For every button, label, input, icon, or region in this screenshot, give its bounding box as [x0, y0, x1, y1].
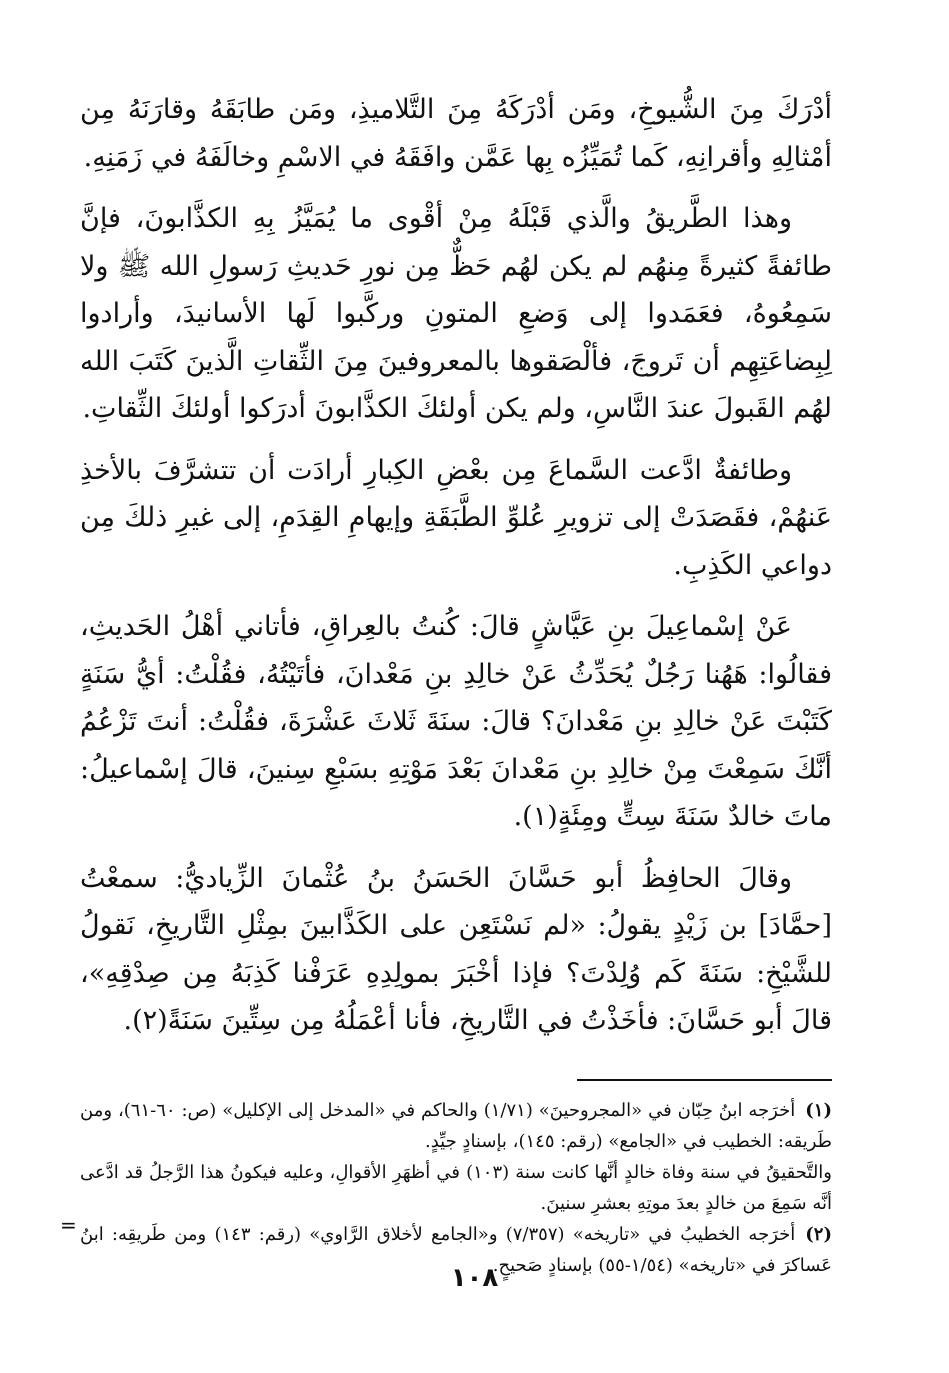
footnote-text: والتَّحقيقُ في سنة وفاة خالدٍ أنَّها كانت سنة (١٠٣) في أظهَرِ الأقوالِ، وعليه فيكونُ هذا الرَّجلُ قد ادَّعى أنَّه سَمِعَ من خالدٍ بعدَ موتِهِ بعشرِ سنينَ. [80, 1161, 833, 1214]
footnote-number: (٢) [805, 1223, 832, 1245]
footnote [80, 1095, 832, 1157]
footnote-text: أخرَجه ابنُ حِبّان في «المجروحينَ» (١/٧١) والحاكم في «المدخل إلى الإكليل» (ص: ٦٠-٦١)، ومن طَريقه: الخطيب في «الجامع» (رقم: ١٤٥)، بإسنادٍ جيِّدٍ. [80, 1099, 832, 1152]
page-content [80, 86, 832, 1281]
footnote-number: (١) [805, 1099, 832, 1121]
footnote-separator [577, 1079, 832, 1081]
footnote-text: أخرَجه الخطيبُ في «تاريخه» (٧/٣٥٧) و«الجامع لأخلاق الرَّاوي» (رقم: ١٤٣) ومن طَريقِه: ابنُ عَساكرَ في «تاريخه» (١/٥٤-٥٥) بإسنادٍ صَحيحٍ. [80, 1223, 832, 1276]
body-paragraph: وهذا الطَّريقُ والَّذي قَبْلَهُ مِنْ أقْوى ما يُمَيَّزُ بِهِ الكذَّابونَ، فإنَّ طائفةً كثيرةً مِنهُم لم يكن لهُم حَظٌّ مِن نورِ حَديثِ رَسولِ الله ﷺ ولا سَمِعُوهُ، فعَمَدوا إلى وَضعِ المتونِ وركَّبوا لَها الأسانيدَ، وأرادوا لِبِضاعَتِهِم أن تَروجَ، فألْصَقوها بالمعروفينَ مِنَ الثِّقاتِ الَّذينَ كَتَبَ الله لهُم القَبولَ عندَ النَّاسِ، ولم يكن أولئكَ الكذَّابونَ أدرَكوا أولئكَ الثِّقاتِ. [80, 203, 832, 424]
body-paragraph: وطائفةٌ ادَّعت السَّماعَ مِن بعْضِ الكِبارِ أرادَت أن تتشرَّفَ بالأخذِ عَنهُمْ، فقَصَدَتْ إلى تزويرِ عُلوِّ الطَّبَقَةِ وإيهامِ القِدَمِ، إلى غيرِ ذلكَ مِن دواعي الكَذِبِ. [80, 454, 832, 581]
body-paragraph: وقالَ الحافِظُ أبو حَسَّانَ الحَسَنُ بنُ عُثْمانَ الزِّياديُّ: سمعْتُ [حمَّادَ] بن زَيْدٍ يقولُ: «لم نَسْتَعِن على الكَذَّابينَ بمِثْلِ التَّاريخِ، نَقولُ للشَّيْخِ: سَنَةَ كَم وُلِدْتَ؟ فإذا أخْبَرَ بمولِدِهِ عَرَفْنا كَذِبَهُ مِن صِدْقِهِ»، قالَ أبو حَسَّانَ: فأخَذْتُ في التَّاريخِ، فأنا أعْمَلُهُ مِن سِتِّينَ سَنَةً(٢). [80, 862, 832, 1036]
body-paragraph: أدْرَكَ مِنَ الشُّيوخِ، ومَن أدْرَكَهُ مِنَ التَّلاميذِ، ومَن طابَقَهُ وقارَنَهُ مِن أمْثالِهِ وأقرانِهِ، كَما تُمَيِّزُه بِها عَمَّن وافَقَهُ في الاسْمِ وخالَفَهُ في زَمَنِهِ. [80, 94, 832, 173]
continuation-marker: = [60, 1213, 77, 1237]
page-number: ١٠٨ [450, 1263, 499, 1293]
footnote-continuation [80, 1157, 832, 1219]
body-paragraph: عَنْ إسْماعِيلَ بنِ عَيَّاشٍ قالَ: كُنتُ بالعِراقِ، فأتاني أهْلُ الحَديثِ، فقالُوا: هَهُنا رَجُلٌ يُحَدِّثُ عَنْ خالِدِ بنِ مَعْدانَ، فأتَيْتُهُ، فقُلْتُ: أيُّ سَنَةٍ كَتَبْتَ عَنْ خالِدِ بنِ مَعْدانَ؟ قالَ: سنَةَ ثَلاثَ عَشْرَةَ، فقُلْتُ: أنتَ تَزْعُمُ أنَّكَ سَمِعْتَ مِنْ خالِدِ بنِ مَعْدانَ بَعْدَ مَوْتِهِ بسَبْعِ سِنينَ، قالَ إسْماعيلُ: ماتَ خالدٌ سَنَةَ سِتٍّ ومِئَةٍ(١). [80, 611, 832, 832]
